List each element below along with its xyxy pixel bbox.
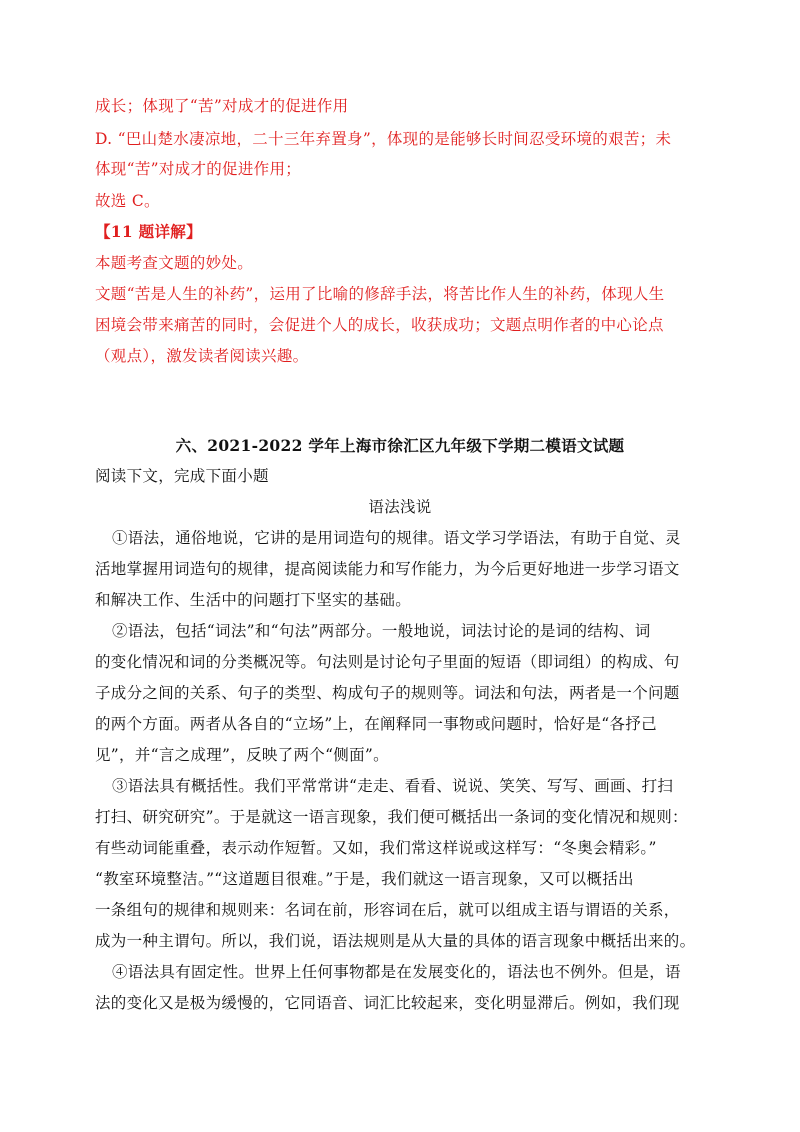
article-line: 子成分之间的关系、句子的类型、构成句子的规则等。词法和句法，两者是一个问题 [95, 684, 680, 702]
answer-line: 文题“苦是人生的补药”，运用了比喻的修辞手法，将苦比作人生的补药，体现人生 [95, 285, 665, 303]
article-line: 法的变化又是极为缓慢的，它同语音、词汇比较起来，变化明显滞后。例如，我们现 [95, 994, 680, 1012]
article-line: 见”，并“言之成理”，反映了两个“侧面”。 [95, 746, 389, 764]
article-line: 的两个方面。两者从各自的“立场”上，在阐释同一事物或问题时，恰好是“各抒己 [95, 715, 657, 733]
article-line: ②语法，包括“词法”和“句法”两部分。一般地说，词法讨论的是词的结构、词 [112, 622, 651, 640]
article-line: ①语法，通俗地说，它讲的是用词造句的规律。语文学习学语法，有助于自觉、灵 [112, 529, 681, 547]
answer-line: 成长；体现了“苦”对成才的促进作用 [95, 97, 349, 115]
article-line: ④语法具有固定性。世界上任何事物都是在发展变化的，语法也不例外。但是，语 [112, 963, 681, 981]
answer-line: （观点），激发读者阅读兴趣。 [95, 347, 309, 365]
article-line: ③语法具有概括性。我们平常常讲“走走、看看、说说、笑笑、写写、画画、打扫 [112, 777, 674, 795]
article-line: 和解决工作、生活中的问题打下坚实的基础。 [95, 591, 412, 609]
article-line: 有些动词能重叠，表示动作短暂。又如，我们常这样说或这样写：“冬奥会精彩。” [95, 839, 657, 857]
answer-line: 【11 题详解】 [95, 222, 202, 241]
article-title: 语法浅说 [368, 498, 432, 516]
section-heading: 六、2021-2022 学年上海市徐汇区九年级下学期二模语文试题 [175, 436, 625, 455]
answer-line: 困境会带来痛苦的同时，会促进个人的成长，收获成功；文题点明作者的中心论点 [95, 316, 664, 334]
article-line: 成为一种主谓句。所以，我们说，语法规则是从大量的具体的语言现象中概括出来的。 [95, 932, 696, 950]
answer-line: 体现“苦”对成才的促进作用； [95, 160, 302, 178]
reading-instruction: 阅读下文，完成下面小题 [95, 467, 269, 485]
article-line: 打扫、研究研究”。于是就这一语言现象，我们便可概括出一条词的变化情况和规则： [95, 808, 688, 826]
answer-line: D. “巴山楚水凄凉地，二十三年弃置身”，体现的是能够长时间忍受环境的艰苦；未 [95, 130, 672, 148]
answer-line: 本题考查文题的妙处。 [95, 254, 254, 272]
article-line: 活地掌握用词造句的规律，提高阅读能力和写作能力，为今后更好地进一步学习语文 [95, 560, 680, 578]
answer-line: 故选 C。 [95, 192, 160, 210]
article-line: 的变化情况和词的分类概况等。句法则是讨论句子里面的短语（即词组）的构成、句 [95, 653, 680, 671]
article-line: 一条组句的规律和规则来：名词在前，形容词在后，就可以组成主语与谓语的关系， [95, 901, 680, 919]
article-line: “教室环境整洁。”“这道题目很难。”于是，我们就这一语言现象，又可以概括出 [95, 870, 634, 888]
